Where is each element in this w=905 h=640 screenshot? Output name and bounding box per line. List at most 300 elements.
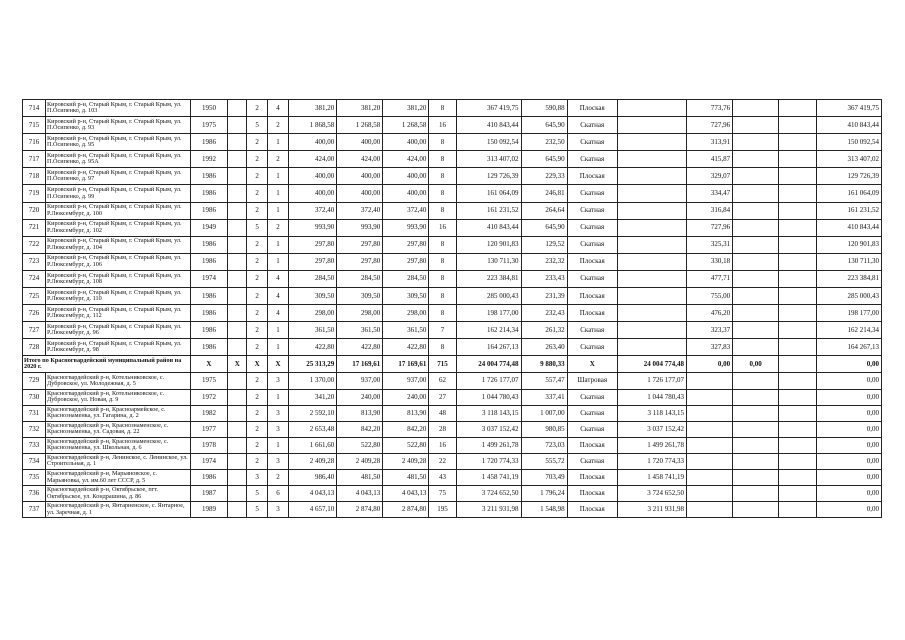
cell-c12: 555,72 [521,453,567,469]
cell-cost: 285 000,43 [456,288,521,305]
cell-no: 734 [23,453,46,469]
cell-addr: Красногвардейский р-н, Краснознаменское, с. Краснознаменка, ул. Школьная, д. 6 [46,437,191,453]
cell-c14: 1 044 780,43 [617,389,686,405]
cell-year: 1986 [190,134,228,151]
cell-cost: 410 843,44 [456,219,521,236]
cell-no: 736 [23,486,46,502]
cell-area2: 2 874,80 [337,502,383,518]
cell-area3: 993,90 [383,219,429,236]
cell-c6: 3 [268,421,289,437]
cell-year: 1982 [190,405,228,421]
cell-c4 [228,322,247,339]
cell-c12: 231,39 [521,288,567,305]
cell-floors: 2 [247,405,268,421]
cell-c17 [779,405,817,421]
cell-floors: 5 [247,486,268,502]
cell-area: 1 661,60 [289,437,337,453]
cell-c12: 337,41 [521,389,567,405]
cell-area2: 1 268,58 [337,117,383,134]
cell-c16 [733,437,779,453]
cell-c16 [733,168,779,185]
cell-c15: 325,31 [687,236,733,253]
cell-c4 [228,253,247,270]
cell-no: 722 [23,236,46,253]
cell-area3: 422,80 [383,339,429,356]
cell-total: 120 901,83 [816,236,881,253]
cell-c17 [779,469,817,485]
cell-no: 733 [23,437,46,453]
cell-area: 297,80 [289,236,337,253]
cell-cost: 3 211 931,98 [456,502,521,518]
cell-c16 [733,236,779,253]
cell-no: 724 [23,270,46,287]
cell-roof: Скатная [567,322,617,339]
cell-year: 1986 [190,253,228,270]
cell-addr: Кировский р-н, Старый Крым, г. Старый Крым, ул. П.Осипенко, д. 93 [46,117,191,134]
cell-area2: 372,40 [337,202,383,219]
cell-floors: 2 [247,288,268,305]
cell-year: 1986 [190,305,228,322]
cell-roof: Скатная [567,219,617,236]
cell-floors: 2 [247,322,268,339]
cell-c12: 1 007,00 [521,405,567,421]
cell-c12: 1 548,98 [521,502,567,518]
cell-total: 161 064,09 [816,185,881,202]
cell-year: 1987 [190,486,228,502]
cell-c12: 129,52 [521,236,567,253]
cell-c12: 229,33 [521,168,567,185]
cell-c12: 557,47 [521,373,567,389]
cell-c14: 1 499 261,78 [617,437,686,453]
cell-c4 [228,168,247,185]
cell-area2: 400,00 [337,185,383,202]
cell-year: 1977 [190,421,228,437]
cell-area: 297,80 [289,253,337,270]
table-row [23,486,882,502]
cell-people: 8 [429,185,456,202]
total-c14: 24 004 774,48 [617,356,686,373]
cell-cost: 130 711,30 [456,253,521,270]
cell-c15 [687,389,733,405]
cell-area2: 297,80 [337,236,383,253]
cell-c6: 1 [268,389,289,405]
cell-total: 161 231,52 [816,202,881,219]
cell-no: 726 [23,305,46,322]
cell-c6: 1 [268,437,289,453]
cell-people: 48 [429,405,456,421]
cell-area3: 842,20 [383,421,429,437]
cell-c17 [779,134,817,151]
cell-addr: Красногвардейский р-н, Янтарненское, с. Янтарное, ул. Заречная, д. 1 [46,502,191,518]
cell-cost: 223 384,81 [456,270,521,287]
total-roof: X [567,356,617,373]
cell-area3: 361,50 [383,322,429,339]
cell-area: 2 653,48 [289,421,337,437]
cell-area: 986,40 [289,469,337,485]
cell-area2: 297,80 [337,253,383,270]
cell-c12: 723,03 [521,437,567,453]
cell-c4 [228,100,247,117]
cell-cost: 3 118 143,15 [456,405,521,421]
cell-floors: 2 [247,168,268,185]
cell-c14: 1 720 774,33 [617,453,686,469]
cell-people: 62 [429,373,456,389]
table-row [23,453,882,469]
cell-cost: 1 720 774,33 [456,453,521,469]
cell-year: 1986 [190,185,228,202]
cell-c12: 233,43 [521,270,567,287]
cell-c6: 4 [268,270,289,287]
cell-addr: Кировский р-н, Старый Крым, г. Старый Крым, ул. Р.Люксембург, д. 108 [46,270,191,287]
cell-roof: Скатная [567,117,617,134]
cell-addr: Красногвардейский р-н, Марьяновское, с. Марьяновка, ул. им.60 лет СССР, д. 5 [46,469,191,485]
cell-no: 715 [23,117,46,134]
total-c16: 0,00 [733,356,779,373]
cell-c16 [733,339,779,356]
total-c3: X [190,356,228,373]
cell-people: 8 [429,253,456,270]
cell-c15: 477,71 [687,270,733,287]
cell-area2: 240,00 [337,389,383,405]
cell-roof: Плоская [567,437,617,453]
total-label: Итого по Красногвардейский муниципальный район на 2020 г. [23,356,191,373]
cell-people: 8 [429,236,456,253]
cell-year: 1974 [190,270,228,287]
cell-no: 729 [23,373,46,389]
cell-addr: Кировский р-н, Старый Крым, г. Старый Крым, ул. П.Осипенко, д. 95А [46,151,191,168]
table-row [23,339,882,356]
cell-people: 8 [429,151,456,168]
cell-cost: 3 037 152,42 [456,421,521,437]
cell-addr: Кировский р-н, Старый Крым, г. Старый Крым, ул. П.Осипенко, д. 97 [46,168,191,185]
cell-c17 [779,437,817,453]
cell-area: 422,80 [289,339,337,356]
cell-c14 [617,100,686,117]
cell-cost: 1 044 780,43 [456,389,521,405]
cell-c17 [779,373,817,389]
cell-total: 164 267,13 [816,339,881,356]
cell-c4 [228,270,247,287]
cell-area: 298,00 [289,305,337,322]
cell-total: 285 000,43 [816,288,881,305]
cell-c12: 263,40 [521,339,567,356]
cell-no: 727 [23,322,46,339]
cell-no: 735 [23,469,46,485]
cell-floors: 2 [247,185,268,202]
table-row [23,168,882,185]
table-row [23,389,882,405]
cell-year: 1975 [190,117,228,134]
cell-c15 [687,421,733,437]
cell-cost: 1 499 261,78 [456,437,521,453]
cell-roof: Скатная [567,236,617,253]
cell-c4 [228,421,247,437]
cell-roof: Плоская [567,486,617,502]
cell-area2: 993,90 [337,219,383,236]
cell-c16 [733,270,779,287]
cell-area3: 400,00 [383,185,429,202]
cell-year: 1986 [190,339,228,356]
cell-roof: Плоская [567,253,617,270]
cell-addr: Кировский р-н, Старый Крым, г. Старый Крым, ул. Р.Люксембург, д. 98 [46,339,191,356]
cell-total: 223 384,81 [816,270,881,287]
cell-people: 43 [429,469,456,485]
cell-roof: Скатная [567,185,617,202]
cell-year: 1986 [190,322,228,339]
cell-c15 [687,453,733,469]
cell-c15 [687,469,733,485]
cell-no: 728 [23,339,46,356]
cell-addr: Кировский р-н, Старый Крым, г. Старый Крым, ул. П.Осипенко, д. 95 [46,134,191,151]
cell-area: 400,00 [289,134,337,151]
cell-total: 367 419,75 [816,100,881,117]
cell-c4 [228,502,247,518]
cell-area: 2 409,28 [289,453,337,469]
cell-people: 28 [429,421,456,437]
cell-cost: 313 407,02 [456,151,521,168]
cell-addr: Кировский р-н, Старый Крым, г. Старый Крым, ул. П.Осипенко, д. 99 [46,185,191,202]
cell-c14: 3 118 143,15 [617,405,686,421]
cell-c4 [228,389,247,405]
housing-table [22,99,882,518]
cell-c6: 4 [268,100,289,117]
cell-c17 [779,185,817,202]
cell-roof: Скатная [567,134,617,151]
cell-no: 731 [23,405,46,421]
cell-floors: 5 [247,117,268,134]
cell-c16 [733,253,779,270]
cell-area3: 2 409,28 [383,453,429,469]
cell-area: 424,00 [289,151,337,168]
cell-area3: 372,40 [383,202,429,219]
cell-area: 381,20 [289,100,337,117]
cell-c14 [617,202,686,219]
cell-cost: 367 419,75 [456,100,521,117]
cell-c4 [228,185,247,202]
cell-c14 [617,236,686,253]
cell-area: 4 043,13 [289,486,337,502]
cell-c6: 1 [268,168,289,185]
cell-c4 [228,202,247,219]
cell-area: 284,50 [289,270,337,287]
cell-c16 [733,486,779,502]
cell-no: 717 [23,151,46,168]
cell-c14 [617,305,686,322]
cell-cost: 164 267,13 [456,339,521,356]
table-row [23,100,882,117]
cell-roof: Плоская [567,469,617,485]
cell-people: 16 [429,219,456,236]
cell-total: 0,00 [816,389,881,405]
cell-c4 [228,339,247,356]
cell-c17 [779,339,817,356]
cell-c6: 2 [268,117,289,134]
cell-c4 [228,373,247,389]
cell-c15: 334,47 [687,185,733,202]
cell-cost: 1 458 741,19 [456,469,521,485]
cell-addr: Красногвардейский р-н, Котельниковское, с. Дубровское, ул. Новая, д. 9 [46,389,191,405]
cell-area2: 284,50 [337,270,383,287]
cell-c12: 232,32 [521,253,567,270]
cell-year: 1986 [190,288,228,305]
cell-area2: 424,00 [337,151,383,168]
cell-c17 [779,502,817,518]
cell-area3: 1 268,58 [383,117,429,134]
cell-addr: Кировский р-н, Старый Крым, г. Старый Крым, ул. Р.Люксембург, д. 110 [46,288,191,305]
cell-year: 1986 [190,469,228,485]
table-row [23,288,882,305]
cell-roof: Скатная [567,453,617,469]
cell-year: 1972 [190,389,228,405]
cell-floors: 2 [247,421,268,437]
document-table [22,99,882,518]
table-row [23,236,882,253]
cell-floors: 2 [247,305,268,322]
cell-addr: Кировский р-н, Старый Крым, г. Старый Крым, ул. Р.Люксембург, д. 96 [46,322,191,339]
cell-c12: 264,64 [521,202,567,219]
cell-c6: 2 [268,151,289,168]
cell-c12: 590,88 [521,100,567,117]
cell-area: 400,00 [289,185,337,202]
cell-total: 0,00 [816,421,881,437]
cell-c4 [228,219,247,236]
cell-no: 720 [23,202,46,219]
cell-area: 309,50 [289,288,337,305]
cell-c14: 3 037 152,42 [617,421,686,437]
cell-floors: 2 [247,134,268,151]
cell-people: 8 [429,339,456,356]
cell-c15: 755,00 [687,288,733,305]
cell-no: 725 [23,288,46,305]
cell-no: 732 [23,421,46,437]
cell-area2: 400,00 [337,134,383,151]
cell-c6: 1 [268,185,289,202]
table-row [23,185,882,202]
cell-c17 [779,322,817,339]
cell-cost: 161 231,52 [456,202,521,219]
table-row [23,270,882,287]
cell-area: 400,00 [289,168,337,185]
cell-c4 [228,134,247,151]
cell-c16 [733,405,779,421]
table-row [23,469,882,485]
cell-year: 1986 [190,202,228,219]
cell-c14: 3 724 652,50 [617,486,686,502]
cell-c4 [228,305,247,322]
cell-c12: 1 796,24 [521,486,567,502]
cell-area2: 842,20 [337,421,383,437]
cell-addr: Кировский р-н, Старый Крым, г. Старый Крым, ул. Р.Люксембург, д. 100 [46,202,191,219]
cell-c16 [733,288,779,305]
cell-people: 16 [429,437,456,453]
cell-area: 1 868,58 [289,117,337,134]
cell-year: 1992 [190,151,228,168]
cell-c16 [733,117,779,134]
cell-c6: 4 [268,305,289,322]
cell-people: 16 [429,117,456,134]
cell-no: 716 [23,134,46,151]
cell-c16 [733,502,779,518]
cell-c12: 703,49 [521,469,567,485]
cell-roof: Скатная [567,339,617,356]
cell-c14: 3 211 931,98 [617,502,686,518]
cell-cost: 161 064,09 [456,185,521,202]
cell-floors: 2 [247,100,268,117]
table-body [23,100,882,518]
cell-area: 1 370,00 [289,373,337,389]
cell-total: 410 843,44 [816,219,881,236]
cell-addr: Красногвардейский р-н, Краснознаменское, с. Краснознаменка, ул. Садовая, д. 22 [46,421,191,437]
cell-c14: 1 726 177,07 [617,373,686,389]
cell-c4 [228,405,247,421]
cell-c14 [617,117,686,134]
total-c4: X [228,356,247,373]
cell-cost: 410 843,44 [456,117,521,134]
cell-total: 313 407,02 [816,151,881,168]
cell-cost: 3 724 652,50 [456,486,521,502]
cell-area3: 309,50 [383,288,429,305]
cell-c4 [228,469,247,485]
cell-c17 [779,305,817,322]
total-c17 [779,356,817,373]
cell-floors: 2 [247,270,268,287]
cell-c6: 3 [268,502,289,518]
cell-year: 1950 [190,100,228,117]
cell-area3: 2 874,80 [383,502,429,518]
cell-no: 718 [23,168,46,185]
cell-c12: 232,50 [521,134,567,151]
cell-area: 361,50 [289,322,337,339]
table-row [23,322,882,339]
cell-no: 737 [23,502,46,518]
cell-area2: 361,50 [337,322,383,339]
cell-c6: 1 [268,134,289,151]
cell-area3: 240,00 [383,389,429,405]
cell-people: 27 [429,389,456,405]
cell-c4 [228,453,247,469]
cell-total: 129 726,39 [816,168,881,185]
cell-c17 [779,389,817,405]
cell-c6: 6 [268,486,289,502]
cell-floors: 3 [247,469,268,485]
cell-c16 [733,151,779,168]
cell-roof: Скатная [567,421,617,437]
cell-year: 1949 [190,219,228,236]
cell-no: 714 [23,100,46,117]
cell-roof: Скатная [567,151,617,168]
cell-floors: 2 [247,236,268,253]
cell-c14 [617,134,686,151]
cell-total: 150 092,54 [816,134,881,151]
cell-area3: 297,80 [383,253,429,270]
cell-c4 [228,288,247,305]
cell-cost: 129 726,39 [456,168,521,185]
cell-cost: 198 177,00 [456,305,521,322]
cell-area3: 522,80 [383,437,429,453]
cell-c15: 316,84 [687,202,733,219]
cell-no: 719 [23,185,46,202]
cell-people: 8 [429,202,456,219]
cell-area3: 424,00 [383,151,429,168]
total-c12: 9 880,33 [521,356,567,373]
cell-roof: Плоская [567,288,617,305]
cell-floors: 2 [247,151,268,168]
cell-year: 1974 [190,453,228,469]
table-row [23,117,882,134]
cell-area: 2 592,10 [289,405,337,421]
cell-people: 8 [429,100,456,117]
cell-floors: 2 [247,202,268,219]
